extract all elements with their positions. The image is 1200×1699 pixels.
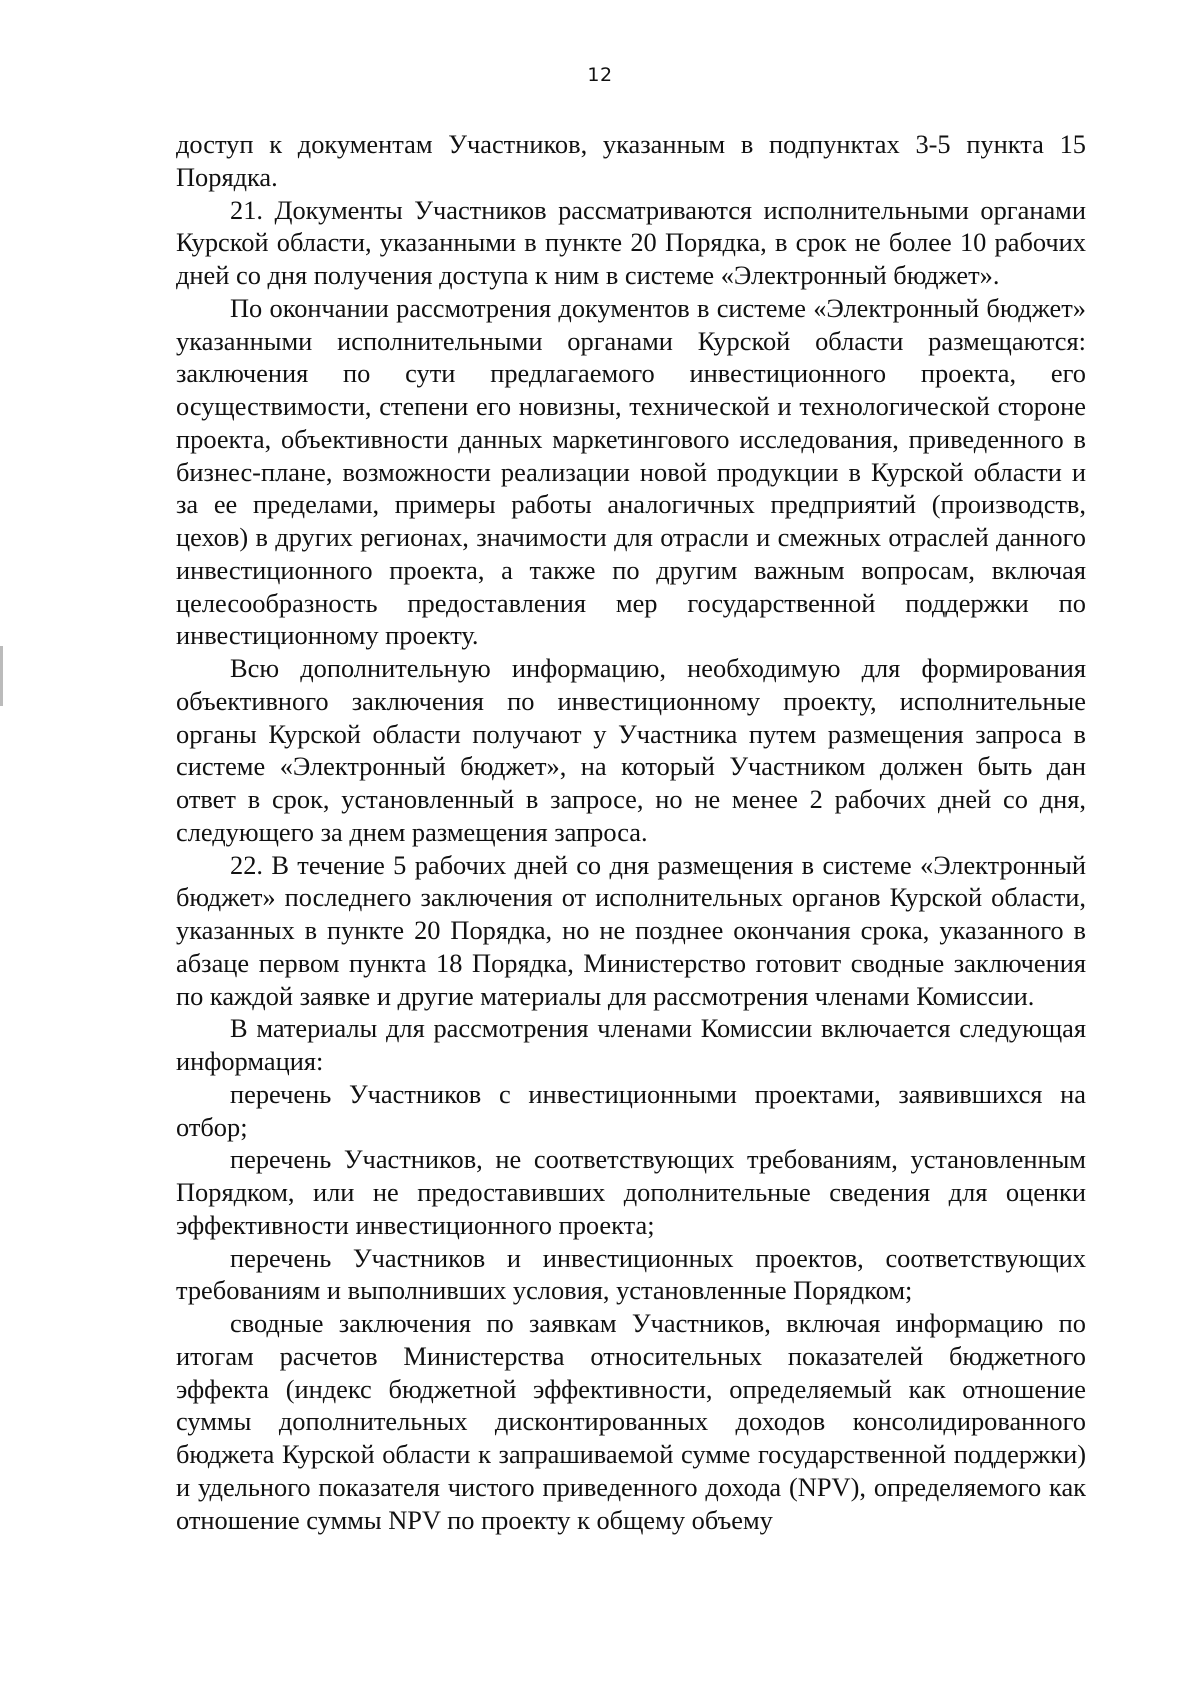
paragraph-review-results: По окончании рассмотрения документов в системе «Электронный бюджет» указанными исполнительными органами Курской области размещаются: заключения по сути предлагаемого инвестиционного проекта, его осуществимости, степени его новизны, технической и технологической стороне проекта, объективности данных маркетингового исследования, приведенного в бизнес-плане, возможности реализации новой продукции в Курской области и за ее пределами, примеры работы аналогичных предприятий (производств, цехов) в других регионах, значимости для отрасли и смежных отраслей данного инвестиционного проекта, а также по другим важным вопросам, включая целесообразность предоставления мер государственной поддержки по инвестиционному проекту. — [176, 292, 1086, 651]
list-item-compliant: перечень Участников и инвестиционных проектов, соответствующих требованиям и выполнивших условия, установленные Порядком; — [176, 1242, 1086, 1306]
list-item-summary-conclusions: сводные заключения по заявкам Участников, включая информацию по итогам расчетов Министерства относительных показателей бюджетного эффекта (индекс бюджетной эффективности, определяемый как отношение суммы дополнительных дисконтированных доходов консолидированного бюджета Курской области к запрашиваемой сумме государственной поддержки) и удельного показателя чистого приведенного дохода (NPV), определяемого как отношение суммы NPV по проекту к общему объему — [176, 1308, 1086, 1535]
page-number: 12 — [587, 64, 613, 86]
paragraph-materials-intro: В материалы для рассмотрения членами Комиссии включается следующая информация: — [176, 1013, 1086, 1076]
paragraph-item-21: 21. Документы Участников рассматриваются исполнительными органами Курской области, указанными в пункте 20 Порядка, в срок не более 10 рабочих дней со дня получения доступа к ним в системе «Электронный бюджет». — [176, 194, 1086, 290]
paragraph-additional-info: Всю дополнительную информацию, необходимую для формирования объективного заключения по инвестиционному проекту, исполнительные органы Курской области получают у Участника путем размещения запроса в системе «Электронный бюджет», на который Участником должен быть дан ответ в срок, установленный в запросе, но не менее 2 рабочих дней со дня, следующего за днем размещения запроса. — [176, 653, 1086, 847]
paragraph-item-22: 22. В течение 5 рабочих дней со дня размещения в системе «Электронный бюджет» последнего заключения от исполнительных органов Курской области, указанных в пункте 20 Порядка, но не позднее окончания срока, указанного в абзаце первом пункта 18 Порядка, Министерство готовит сводные заключения по каждой заявке и другие материалы для рассмотрения членами Комиссии. — [176, 849, 1086, 1011]
scan-edge-mark — [0, 646, 3, 706]
list-item-non-compliant: перечень Участников, не соответствующих требованиям, установленным Порядком, или не предоставивших дополнительные сведения для оценки эффективности инвестиционного проекта; — [176, 1144, 1086, 1240]
paragraph-continuation: доступ к документам Участников, указанным в подпунктах 3-5 пункта 15 Порядка. — [176, 129, 1086, 192]
document-body — [176, 128, 1086, 1536]
list-item-applicants: перечень Участников с инвестиционными проектами, заявившихся на отбор; — [176, 1078, 1086, 1142]
